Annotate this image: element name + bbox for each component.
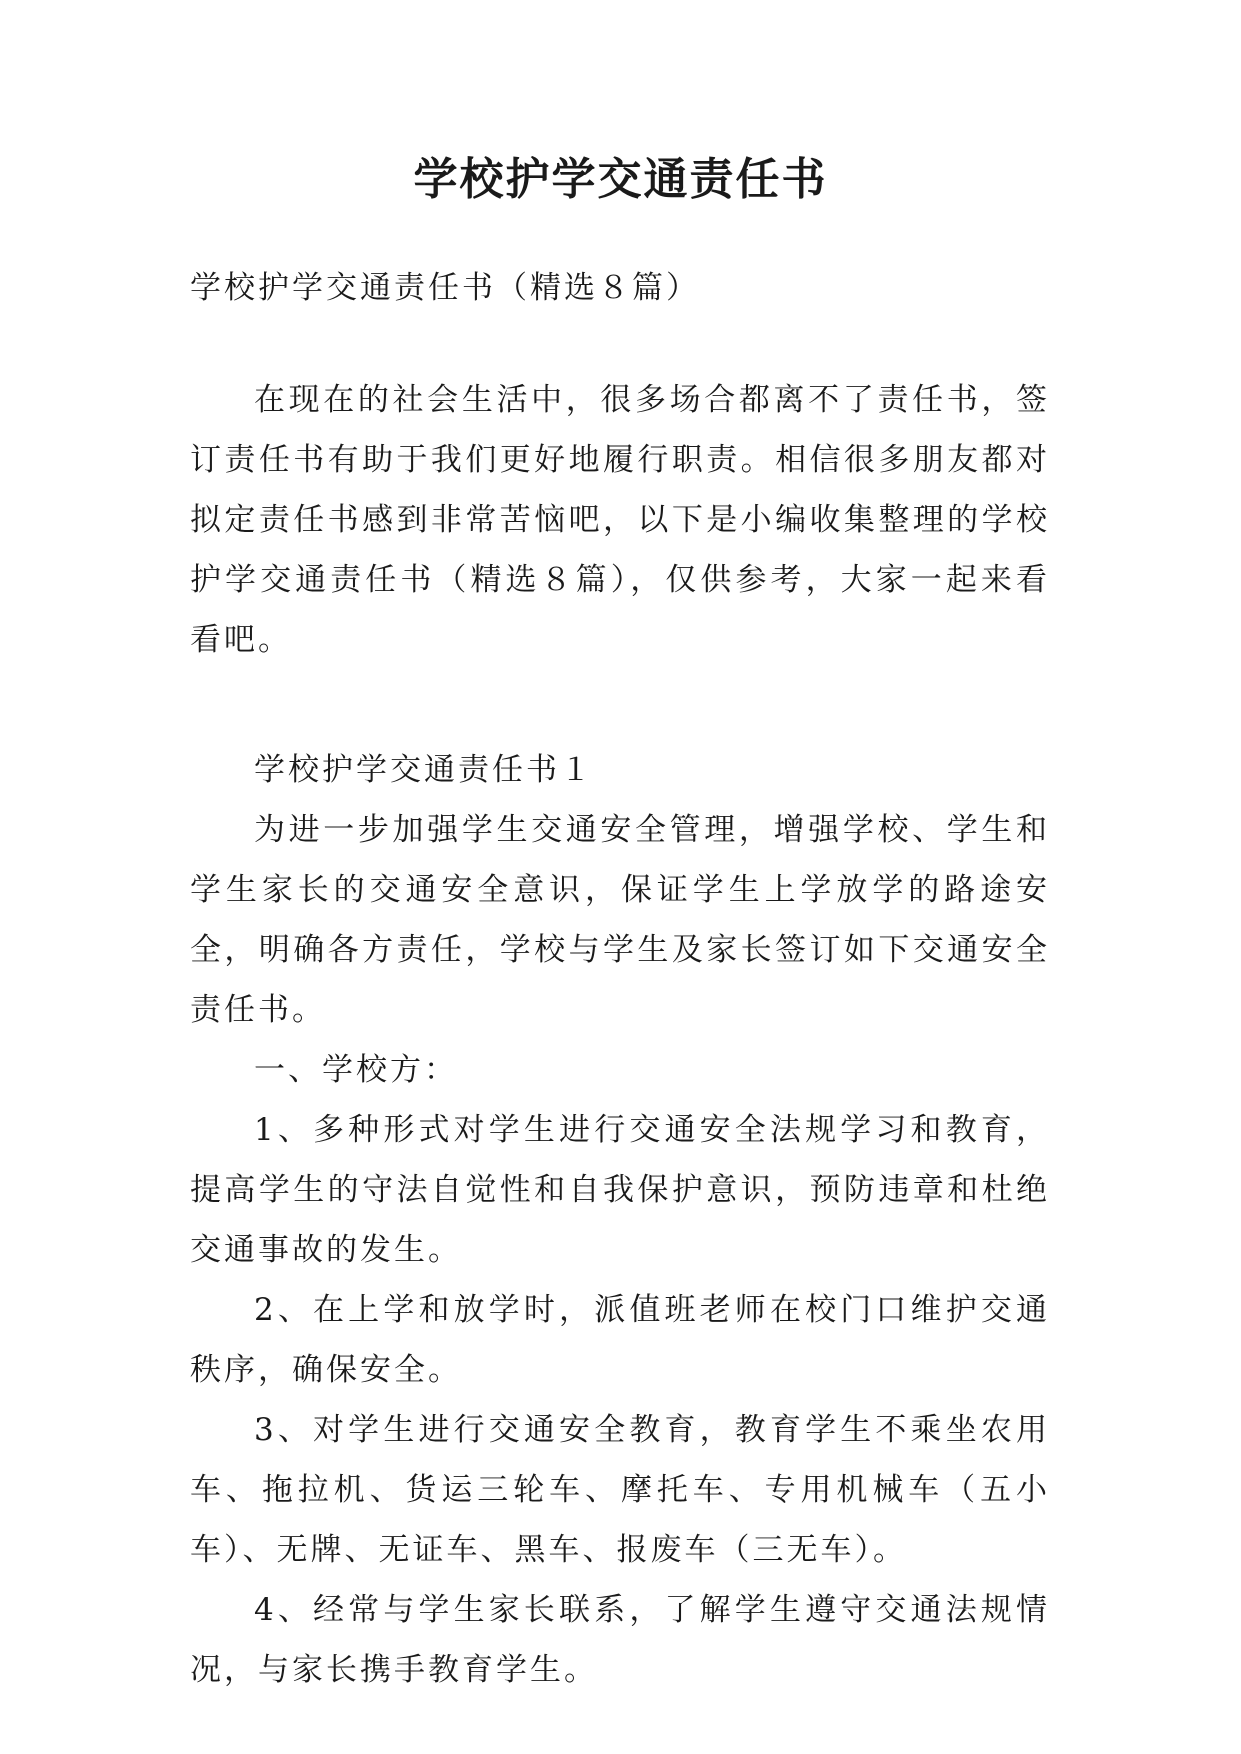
document-subtitle: 学校护学交通责任书（精选８篇） (190, 270, 700, 306)
list-item: 2、在上学和放学时，派值班老师在校门口维护交通秩序，确保安全。 (190, 1292, 1050, 1388)
document-body (190, 258, 1050, 1700)
body-paragraph: 为进一步加强学生交通安全管理，增强学校、学生和学生家长的交通安全意识，保证学生上学放学的路途安全，明确各方责任，学校与学生及家长签订如下交通安全责任书。 (190, 812, 1050, 1028)
school-party-heading: 一、学校方： (254, 1052, 458, 1088)
list-item: 4、经常与学生家长联系，了解学生遵守交通法规情况，与家长携手教育学生。 (190, 1592, 1050, 1688)
document-title: 学校护学交通责任书 (413, 154, 828, 205)
section-heading: 学校护学交通责任书１ (254, 752, 594, 788)
list-item: 1、多种形式对学生进行交通安全法规学习和教育，提高学生的守法自觉性和自我保护意识，预防违章和杜绝交通事故的发生。 (190, 1112, 1050, 1268)
intro-paragraph: 在现在的社会生活中，很多场合都离不了责任书，签订责任书有助于我们更好地履行职责。相信很多朋友都对拟定责任书感到非常苦恼吧，以下是小编收集整理的学校护学交通责任书（精选８篇），仅供参考，大家一起来看看吧。 (190, 382, 1050, 658)
list-item: 3、对学生进行交通安全教育，教育学生不乘坐农用车、拖拉机、货运三轮车、摩托车、专用机械车（五小车）、无牌、无证车、黑车、报废车（三无车）。 (190, 1412, 1050, 1568)
